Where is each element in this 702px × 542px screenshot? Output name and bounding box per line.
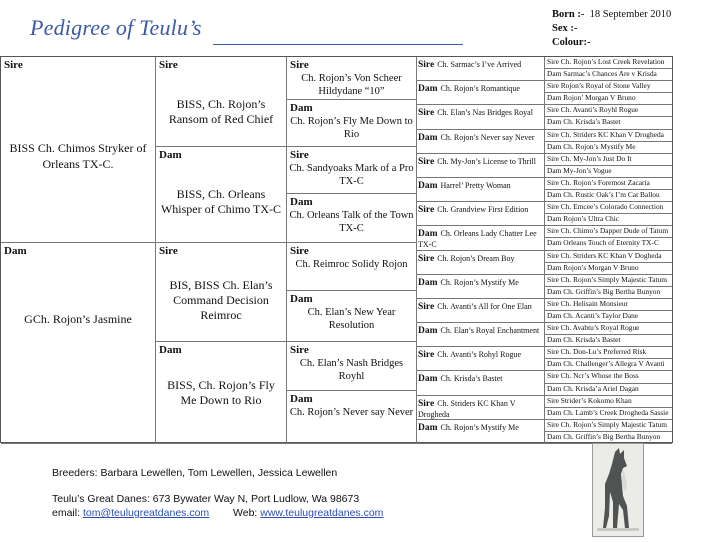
born-row xyxy=(552,8,671,22)
gen4-cell xyxy=(417,347,545,371)
gen3-label: Sire xyxy=(290,344,309,356)
gen5-cell: Sire Ch. Emcee’s Colorado Connection xyxy=(545,202,672,214)
gen3-name: Ch. Sandyoaks Mark of a Pro TX-C xyxy=(289,163,414,187)
gen4-label: Sire xyxy=(418,157,435,167)
gen5-cell: Dam Orleans Touch of Eternity TX-C xyxy=(545,238,672,251)
gen5-cell: Dam Ch. Challenger’s Allegra V Avanti xyxy=(545,359,672,371)
gen2-name: BISS, Ch. Rojon’s Ransom of Red Chief xyxy=(168,97,274,126)
colour-label: Colour:- xyxy=(552,37,591,48)
gen5-cell: Sire Ch. Chimo’s Dapper Dude of Tatum xyxy=(545,226,672,238)
gen4-name: Harrel’ Pretty Woman xyxy=(440,181,511,190)
gen5-cell: Dam Ch. Rustic Oak’s I’m Cat Ballou xyxy=(545,190,672,202)
gen4-label: Dam xyxy=(418,84,438,94)
gen4-cell xyxy=(417,57,545,81)
gen3-name: Ch. Rojon’s Fly Me Down to Rio xyxy=(290,116,413,140)
gen5-cell: Sire Rojon’s Royal of Stone Valley xyxy=(545,81,672,93)
gen4-label: Sire xyxy=(418,254,435,264)
gen4-cell xyxy=(417,420,545,444)
gen4-cell xyxy=(417,130,545,154)
gen1-dam-label: Dam xyxy=(4,245,27,257)
gen3-name: Ch. Elan’s New Year Resolution xyxy=(307,307,396,331)
gen2-label: Sire xyxy=(159,59,178,71)
gen2-cell xyxy=(156,342,287,444)
gen5-cell: Sire Ch. Rojon’s Simply Majestic Tatum xyxy=(545,420,672,432)
gen4-name: Ch. Rojon’s Romantique xyxy=(440,84,520,93)
gen5-cell: Sire Ch. Rojon’s Foremost Zacaria xyxy=(545,178,672,190)
gen4-cell xyxy=(417,299,545,323)
gen2-cell xyxy=(156,243,287,342)
breeders-line: Breeders: Barbara Lewellen, Tom Lewellen, Jessica Lewellen xyxy=(52,467,338,479)
gen3-label: Sire xyxy=(290,59,309,71)
gen4-cell xyxy=(417,396,545,420)
gen3-label: Dam xyxy=(290,102,313,114)
gen3-cell xyxy=(287,342,417,391)
gen4-label: Sire xyxy=(418,302,435,312)
gen5-cell: Sire Ch. My-Jon’s Just Do It xyxy=(545,154,672,166)
born-label: Born :- xyxy=(552,9,585,20)
gen5-cell: Sire Ch. Rojon’s Lost Creek Revelation xyxy=(545,57,672,69)
gen4-label: Sire xyxy=(418,205,435,215)
title-underline xyxy=(213,44,463,45)
great-dane-photo xyxy=(592,443,644,537)
gen1-sire-name: BISS Ch. Chimos Stryker of Orleans TX-C. xyxy=(9,141,147,171)
page-title: Pedigree of Teulu’s xyxy=(30,15,202,40)
gen3-name: Ch. Rojon’s Never say Never xyxy=(289,407,414,418)
gen1-sire-label: Sire xyxy=(4,59,23,71)
gen5-cell: Dam Ch. Krisda’a Ariel Dagan xyxy=(545,384,672,396)
gen4-cell xyxy=(417,275,545,299)
gen3-label: Sire xyxy=(290,245,309,257)
gen4-label: Sire xyxy=(418,60,435,70)
gen3-label: Dam xyxy=(290,393,313,405)
gen4-label: Dam xyxy=(418,423,438,433)
gen4-name: Ch. My-Jon’s License to Thrill xyxy=(437,157,536,166)
gen4-label: Dam xyxy=(418,181,438,191)
gen4-name: Ch. Orleans Lady Chatter Lee TX-C xyxy=(418,229,537,249)
gen2-cell xyxy=(156,57,287,147)
gen1-sire-cell xyxy=(1,57,156,243)
gen4-name: Ch. Avanti’s Rohyl Rogue xyxy=(437,350,522,359)
gen3-cell xyxy=(287,57,417,100)
email-label: email: xyxy=(52,507,81,519)
gen4-name: Ch. Rojon’s Dream Boy xyxy=(437,254,515,263)
gen5-cell: Dam Sarmac’s Chances Are v Krisda xyxy=(545,69,672,81)
gen3-label: Sire xyxy=(290,149,309,161)
gen5-cell: Sire Ch. Striders KC Khan V Drogheda xyxy=(545,130,672,142)
gen4-name: Ch. Krisda’s Bastet xyxy=(440,374,503,383)
gen3-cell xyxy=(287,391,417,444)
gen3-name: Ch. Rojon’s Von Scheer Hildydane “10” xyxy=(301,73,402,97)
gen5-cell: Dam Ch. Acanti’s Taylor Dane xyxy=(545,311,672,323)
gen4-label: Dam xyxy=(418,374,438,384)
contact-line xyxy=(52,507,383,519)
gen4-name: Ch. Striders KC Khan V Drogheda xyxy=(418,399,516,419)
gen5-cell: Sire Ch. Helisain Monsieur xyxy=(545,299,672,311)
gen4-label: Sire xyxy=(418,399,435,409)
gen4-cell xyxy=(417,202,545,226)
gen5-cell: Dam My-Jon’s Vogue xyxy=(545,166,672,178)
sex-label: Sex :- xyxy=(552,23,578,34)
gen4-cell xyxy=(417,371,545,396)
born-value: 18 September 2010 xyxy=(589,9,672,20)
gen5-cell: Dam Ch. Lamb’s Creek Drogheda Sassie xyxy=(545,408,672,420)
gen4-cell xyxy=(417,323,545,347)
kennel-address: Teulu’s Great Danes: 673 Bywater Way N, Port Ludlow, Wa 98673 xyxy=(52,493,360,505)
gen5-cell: Dam Ch. Krisda’s Bastet xyxy=(545,117,672,130)
web-label: Web: xyxy=(233,507,258,519)
gen2-cell xyxy=(156,147,287,243)
gen3-name: Ch. Reimroc Solidy Rojon xyxy=(295,259,408,270)
gen5-cell: Sire Strider’s Kokomo Khan xyxy=(545,396,672,408)
gen4-name: Ch. Rojon’s Mystify Me xyxy=(440,278,519,287)
gen5-cell: Dam Rojon’s Morgan V Bruno xyxy=(545,263,672,275)
gen2-name: BISS, Ch. Orleans Whisper of Chimo TX-C xyxy=(160,187,282,216)
gen2-label: Dam xyxy=(159,149,182,161)
gen4-label: Sire xyxy=(418,350,435,360)
gen3-cell xyxy=(287,100,417,147)
pedigree-chart xyxy=(0,56,673,443)
gen5-cell: Dam Rojon’s Ultra Chic xyxy=(545,214,672,226)
email-link[interactable]: tom@teulugreatdanes.com xyxy=(82,507,210,519)
gen4-cell xyxy=(417,178,545,202)
gen5-cell: Dam Rojon’ Morgan V Bruno xyxy=(545,93,672,105)
gen3-name: Ch. Orleans Talk of the Town TX-C xyxy=(289,210,414,234)
gen4-cell xyxy=(417,251,545,275)
gen3-cell xyxy=(287,194,417,243)
gen2-label: Dam xyxy=(159,344,182,356)
gen3-label: Dam xyxy=(290,196,313,208)
gen4-cell xyxy=(417,81,545,105)
gen1-dam-name: GCh. Rojon’s Jasmine xyxy=(24,312,132,326)
gen4-name: Ch. Elan’s Nas Bridges Royal xyxy=(437,108,533,117)
gen4-label: Sire xyxy=(418,108,435,118)
gen5-cell: Sire Ch. Avabtu’s Royal Rogue xyxy=(545,323,672,335)
gen4-label: Dam xyxy=(418,278,438,288)
website-link[interactable]: www.teulugreatdanes.com xyxy=(260,507,384,519)
gen1-dam-cell xyxy=(1,243,156,444)
gen4-label: Dam xyxy=(418,133,438,143)
gen4-name: Ch. Avanti’s All for One Elan xyxy=(437,302,532,311)
gen4-cell xyxy=(417,105,545,130)
gen4-label: Dam xyxy=(418,326,438,336)
gen5-cell: Sire Ch. Avanti’s Royhl Rogue xyxy=(545,105,672,117)
dog-silhouette-icon xyxy=(593,444,643,536)
gen4-name: Ch. Sarmac’s I’ve Arrived xyxy=(437,60,522,69)
gen4-name: Ch. Rojon’s Never say Never xyxy=(440,133,535,142)
gen3-label: Dam xyxy=(290,293,313,305)
gen2-label: Sire xyxy=(159,245,178,257)
dog-details xyxy=(552,8,671,50)
gen5-cell: Dam Ch. Griffin’s Big Bertha Bunyon xyxy=(545,287,672,299)
gen3-cell xyxy=(287,291,417,342)
gen4-name: Ch. Grandview First Edition xyxy=(437,205,529,214)
gen5-cell: Sire Ch. Don-Lu’s Preferred Risk xyxy=(545,347,672,359)
gen5-cell: Dam Ch. Rojon’s Mystify Me xyxy=(545,142,672,154)
gen4-label: Dam xyxy=(418,229,438,239)
gen3-name: Ch. Elan’s Nash Bridges Royhl xyxy=(299,358,404,382)
gen4-cell xyxy=(417,154,545,178)
gen2-name: BIS, BISS Ch. Elan’s Command Decision Reimroc xyxy=(169,278,273,322)
gen5-cell: Sire Ch. Striders KC Khan V Dogheda xyxy=(545,251,672,263)
gen2-name: BISS, Ch. Rojon’s Fly Me Down to Rio xyxy=(167,378,275,407)
gen3-cell xyxy=(287,243,417,291)
gen5-cell: Dam Ch. Griffin’s Big Bertha Bunyon xyxy=(545,432,672,444)
gen5-cell: Sire Ch. Rojon’s Simply Majestic Tatum xyxy=(545,275,672,287)
gen4-name: Ch. Rojon’s Mystify Me xyxy=(440,423,519,432)
gen5-cell: Dam Ch. Krisda’s Bastet xyxy=(545,335,672,347)
gen4-name: Ch. Elan’s Royal Enchantment xyxy=(440,326,540,335)
gen4-cell xyxy=(417,226,545,251)
gen5-cell: Sire Ch. Ncr’s Whose the Boss xyxy=(545,371,672,384)
gen3-cell xyxy=(287,147,417,194)
